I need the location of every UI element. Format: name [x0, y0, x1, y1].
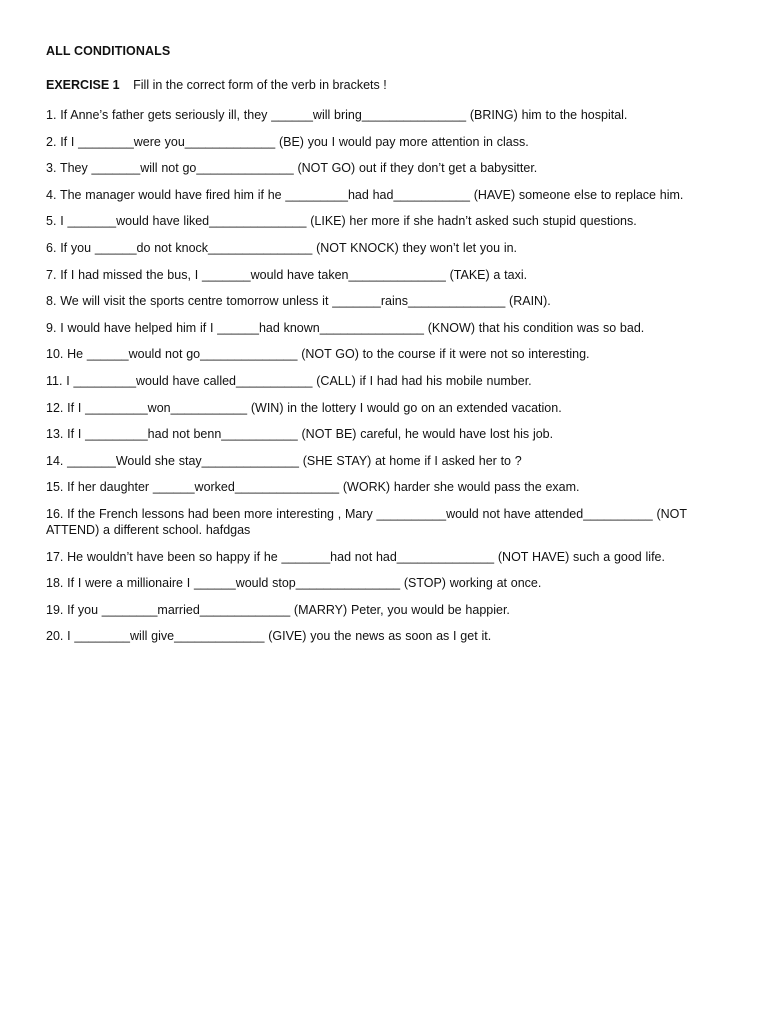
document-title: ALL CONDITIONALS [46, 44, 171, 58]
exercise-item-10: 10. He ______would not go______________ (NOT GO) to the course if it were not so interesting. [46, 347, 590, 362]
exercise-item-12: 12. If I _________won___________ (WIN) in the lottery I would go on an extended vacation. [46, 400, 562, 415]
exercise-item-13: 13. If I _________had not benn___________ (NOT BE) careful, he would have lost his job. [46, 427, 554, 442]
exercise-item-5: 5. I _______would have liked______________ (LIKE) her more if she hadn’t asked such stupid questions. [46, 214, 637, 229]
exercise-label: EXERCISE 1 [46, 78, 120, 92]
exercise-item-6: 6. If you ______do not knock_______________ (NOT KNOCK) they won’t let you in. [46, 240, 518, 255]
exercise-item-18: 18. If I were a millionaire I ______would stop_______________ (STOP) working at once. [46, 576, 542, 591]
exercise-item-20: 20. I ________will give_____________ (GIVE) you the news as soon as I get it. [46, 629, 492, 644]
exercise-item-17: 17. He wouldn’t have been so happy if he _______had not had______________ (NOT HAVE) such a good life. [46, 549, 665, 564]
exercise-item-8: 8. We will visit the sports centre tomorrow unless it _______rains______________ (RAIN). [46, 294, 551, 309]
exercise-item-15: 15. If her daughter ______worked_______________ (WORK) harder she would pass the exam. [46, 480, 580, 495]
exercise-item-7: 7. If I had missed the bus, I _______would have taken______________ (TAKE) a taxi. [46, 267, 528, 282]
exercise-item-9: 9. I would have helped him if I ______had known_______________ (KNOW) that his condition was so bad. [46, 320, 645, 335]
exercise-item-19: 19. If you ________married_____________ (MARRY) Peter, you would be happier. [46, 602, 510, 617]
exercise-item-2: 2. If I ________were you_____________ (BE) you I would pay more attention in class. [46, 134, 529, 149]
exercise-item-4: 4. The manager would have fired him if he _________had had___________ (HAVE) someone else to replace him. [46, 187, 684, 202]
exercise-instruction: Fill in the correct form of the verb in brackets ! [133, 78, 387, 92]
exercise-item-3: 3. They _______will not go______________ (NOT GO) out if they don’t get a babysitter. [46, 161, 538, 176]
exercise-item-1: 1. If Anne’s father gets seriously ill, they ______will bring_______________ (BRING) him to the hospital. [46, 108, 628, 122]
exercise-item-14: 14. _______Would she stay______________ (SHE STAY) at home if I asked her to ? [46, 453, 522, 468]
exercise-item-11: 11. I _________would have called___________ (CALL) if I had had his mobile number. [46, 373, 532, 388]
exercise-header [46, 77, 716, 93]
exercise-items [46, 107, 716, 644]
exercise-item-16: 16. If the French lessons had been more interesting , Mary __________would not have attended__________ (NOT ATTEND) a different school. hafdgas [46, 506, 687, 537]
worksheet-page [46, 43, 716, 655]
